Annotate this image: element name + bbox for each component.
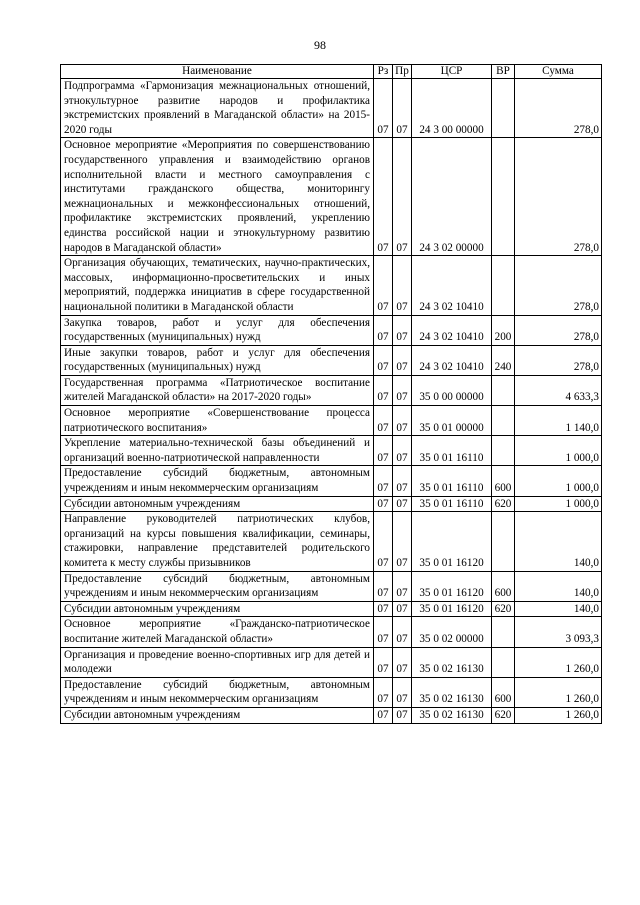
- cell-name: Субсидии автономным учреждениям: [61, 496, 374, 512]
- cell-name: Подпрограмма «Гармонизация межнациональных отношений, этнокультурное развитие народов и профилактика экстремистских проявлений в Магаданской области» на 2015-2020 годы: [61, 79, 374, 138]
- cell-csr: 35 0 01 16110: [412, 496, 492, 512]
- table-row: [61, 617, 602, 647]
- cell-rz: 07: [374, 138, 393, 256]
- cell-csr: 24 3 02 00000: [412, 138, 492, 256]
- table-body: [61, 79, 602, 724]
- cell-name: Организация обучающих, тематических, научно-практических, массовых, информационно-просветительских и иных мероприятий, поддержка инициатив в сфере государственной национальной политики в Магаданской области: [61, 256, 374, 315]
- cell-name: Предоставление субсидий бюджетным, автономным учреждениям и иным некоммерческим организациям: [61, 466, 374, 496]
- cell-pr: 07: [393, 647, 412, 677]
- cell-rz: 07: [374, 677, 393, 707]
- cell-sum: 140,0: [515, 512, 602, 571]
- cell-sum: 1 260,0: [515, 707, 602, 723]
- cell-vr: 620: [492, 496, 515, 512]
- cell-vr: 620: [492, 707, 515, 723]
- cell-vr: 620: [492, 601, 515, 617]
- cell-sum: 3 093,3: [515, 617, 602, 647]
- header-csr: ЦСР: [412, 65, 492, 79]
- cell-vr: 600: [492, 571, 515, 601]
- cell-csr: 35 0 01 16110: [412, 436, 492, 466]
- cell-name: Предоставление субсидий бюджетным, автономным учреждениям и иным некоммерческим организациям: [61, 571, 374, 601]
- cell-csr: 24 3 00 00000: [412, 79, 492, 138]
- table-row: [61, 601, 602, 617]
- cell-csr: 35 0 02 16130: [412, 677, 492, 707]
- cell-csr: 35 0 01 16120: [412, 601, 492, 617]
- cell-sum: 1 000,0: [515, 496, 602, 512]
- table-row: [61, 436, 602, 466]
- cell-pr: 07: [393, 707, 412, 723]
- cell-rz: 07: [374, 512, 393, 571]
- cell-rz: 07: [374, 571, 393, 601]
- cell-rz: 07: [374, 647, 393, 677]
- cell-name: Субсидии автономным учреждениям: [61, 601, 374, 617]
- cell-pr: 07: [393, 466, 412, 496]
- table-row: [61, 707, 602, 723]
- cell-pr: 07: [393, 315, 412, 345]
- table-row: [61, 375, 602, 405]
- cell-vr: [492, 436, 515, 466]
- cell-sum: 1 000,0: [515, 436, 602, 466]
- header-rz: Рз: [374, 65, 393, 79]
- cell-pr: 07: [393, 617, 412, 647]
- cell-sum: 1 260,0: [515, 677, 602, 707]
- cell-name: Субсидии автономным учреждениям: [61, 707, 374, 723]
- cell-pr: 07: [393, 436, 412, 466]
- table-row: [61, 647, 602, 677]
- cell-vr: [492, 647, 515, 677]
- cell-sum: 1 260,0: [515, 647, 602, 677]
- table-row: [61, 512, 602, 571]
- cell-pr: 07: [393, 406, 412, 436]
- cell-vr: 240: [492, 345, 515, 375]
- budget-table: [60, 64, 602, 724]
- cell-vr: 600: [492, 466, 515, 496]
- cell-vr: [492, 375, 515, 405]
- table-row: [61, 138, 602, 256]
- cell-name: Иные закупки товаров, работ и услуг для обеспечения государственных (муниципальных) нужд: [61, 345, 374, 375]
- cell-csr: 35 0 02 00000: [412, 617, 492, 647]
- cell-vr: [492, 138, 515, 256]
- cell-pr: 07: [393, 571, 412, 601]
- table-header-row: [61, 65, 602, 79]
- cell-name: Закупка товаров, работ и услуг для обеспечения государственных (муниципальных) нужд: [61, 315, 374, 345]
- cell-pr: 07: [393, 512, 412, 571]
- cell-name: Основное мероприятие «Совершенствование процесса патриотического воспитания»: [61, 406, 374, 436]
- cell-sum: 278,0: [515, 256, 602, 315]
- cell-rz: 07: [374, 345, 393, 375]
- table-row: [61, 345, 602, 375]
- cell-csr: 24 3 02 10410: [412, 345, 492, 375]
- cell-rz: 07: [374, 601, 393, 617]
- cell-sum: 140,0: [515, 571, 602, 601]
- cell-rz: 07: [374, 466, 393, 496]
- cell-rz: 07: [374, 707, 393, 723]
- header-sum: Сумма: [515, 65, 602, 79]
- cell-sum: 278,0: [515, 345, 602, 375]
- cell-pr: 07: [393, 256, 412, 315]
- cell-csr: 35 0 02 16130: [412, 707, 492, 723]
- cell-sum: 4 633,3: [515, 375, 602, 405]
- header-name: Наименование: [61, 65, 374, 79]
- table-row: [61, 466, 602, 496]
- table-row: [61, 79, 602, 138]
- header-vr: ВР: [492, 65, 515, 79]
- table-row: [61, 496, 602, 512]
- cell-pr: 07: [393, 677, 412, 707]
- cell-csr: 35 0 01 16120: [412, 512, 492, 571]
- cell-sum: 1 140,0: [515, 406, 602, 436]
- cell-rz: 07: [374, 375, 393, 405]
- cell-csr: 35 0 01 16120: [412, 571, 492, 601]
- cell-sum: 278,0: [515, 79, 602, 138]
- cell-vr: [492, 617, 515, 647]
- cell-csr: 35 0 01 00000: [412, 406, 492, 436]
- cell-vr: [492, 512, 515, 571]
- cell-csr: 35 0 00 00000: [412, 375, 492, 405]
- table-row: [61, 315, 602, 345]
- table-row: [61, 571, 602, 601]
- page-number: 98: [314, 38, 326, 52]
- cell-name: Укрепление материально-технической базы объединений и организаций военно-патриотической направленности: [61, 436, 374, 466]
- cell-name: Государственная программа «Патриотическое воспитание жителей Магаданской области» на 2017-2020 годы»: [61, 375, 374, 405]
- cell-sum: 278,0: [515, 315, 602, 345]
- cell-sum: 1 000,0: [515, 466, 602, 496]
- cell-vr: [492, 79, 515, 138]
- cell-csr: 24 3 02 10410: [412, 315, 492, 345]
- cell-vr: 600: [492, 677, 515, 707]
- cell-pr: 07: [393, 138, 412, 256]
- cell-name: Организация и проведение военно-спортивных игр для детей и молодежи: [61, 647, 374, 677]
- cell-pr: 07: [393, 375, 412, 405]
- cell-name: Основное мероприятие «Мероприятия по совершенствованию государственного управления и взаимодействию органов исполнительной власти и местного самоуправления с институтами гражданского общества, мониторингу межнациональных и межконфессиональных отношений, профилактике экстремистских проявлений, укреплению единства российской нации и этнокультурному развитию народов в Магаданской области»: [61, 138, 374, 256]
- cell-pr: 07: [393, 496, 412, 512]
- cell-csr: 35 0 02 16130: [412, 647, 492, 677]
- cell-csr: 24 3 02 10410: [412, 256, 492, 315]
- table-row: [61, 256, 602, 315]
- cell-rz: 07: [374, 79, 393, 138]
- cell-vr: [492, 256, 515, 315]
- cell-name: Предоставление субсидий бюджетным, автономным учреждениям и иным некоммерческим организациям: [61, 677, 374, 707]
- cell-rz: 07: [374, 436, 393, 466]
- cell-pr: 07: [393, 79, 412, 138]
- cell-sum: 140,0: [515, 601, 602, 617]
- cell-rz: 07: [374, 256, 393, 315]
- cell-rz: 07: [374, 496, 393, 512]
- cell-vr: 200: [492, 315, 515, 345]
- cell-rz: 07: [374, 406, 393, 436]
- cell-rz: 07: [374, 315, 393, 345]
- cell-csr: 35 0 01 16110: [412, 466, 492, 496]
- cell-vr: [492, 406, 515, 436]
- header-pr: Пр: [393, 65, 412, 79]
- cell-rz: 07: [374, 617, 393, 647]
- cell-pr: 07: [393, 601, 412, 617]
- table-row: [61, 677, 602, 707]
- cell-pr: 07: [393, 345, 412, 375]
- cell-name: Направление руководителей патриотических клубов, организаций на курсы повышения квалификации, семинары, стажировки, направление представителей родительского комитета к месту службы призывников: [61, 512, 374, 571]
- table-row: [61, 406, 602, 436]
- cell-name: Основное мероприятие «Гражданско-патриотическое воспитание жителей Магаданской области»: [61, 617, 374, 647]
- cell-sum: 278,0: [515, 138, 602, 256]
